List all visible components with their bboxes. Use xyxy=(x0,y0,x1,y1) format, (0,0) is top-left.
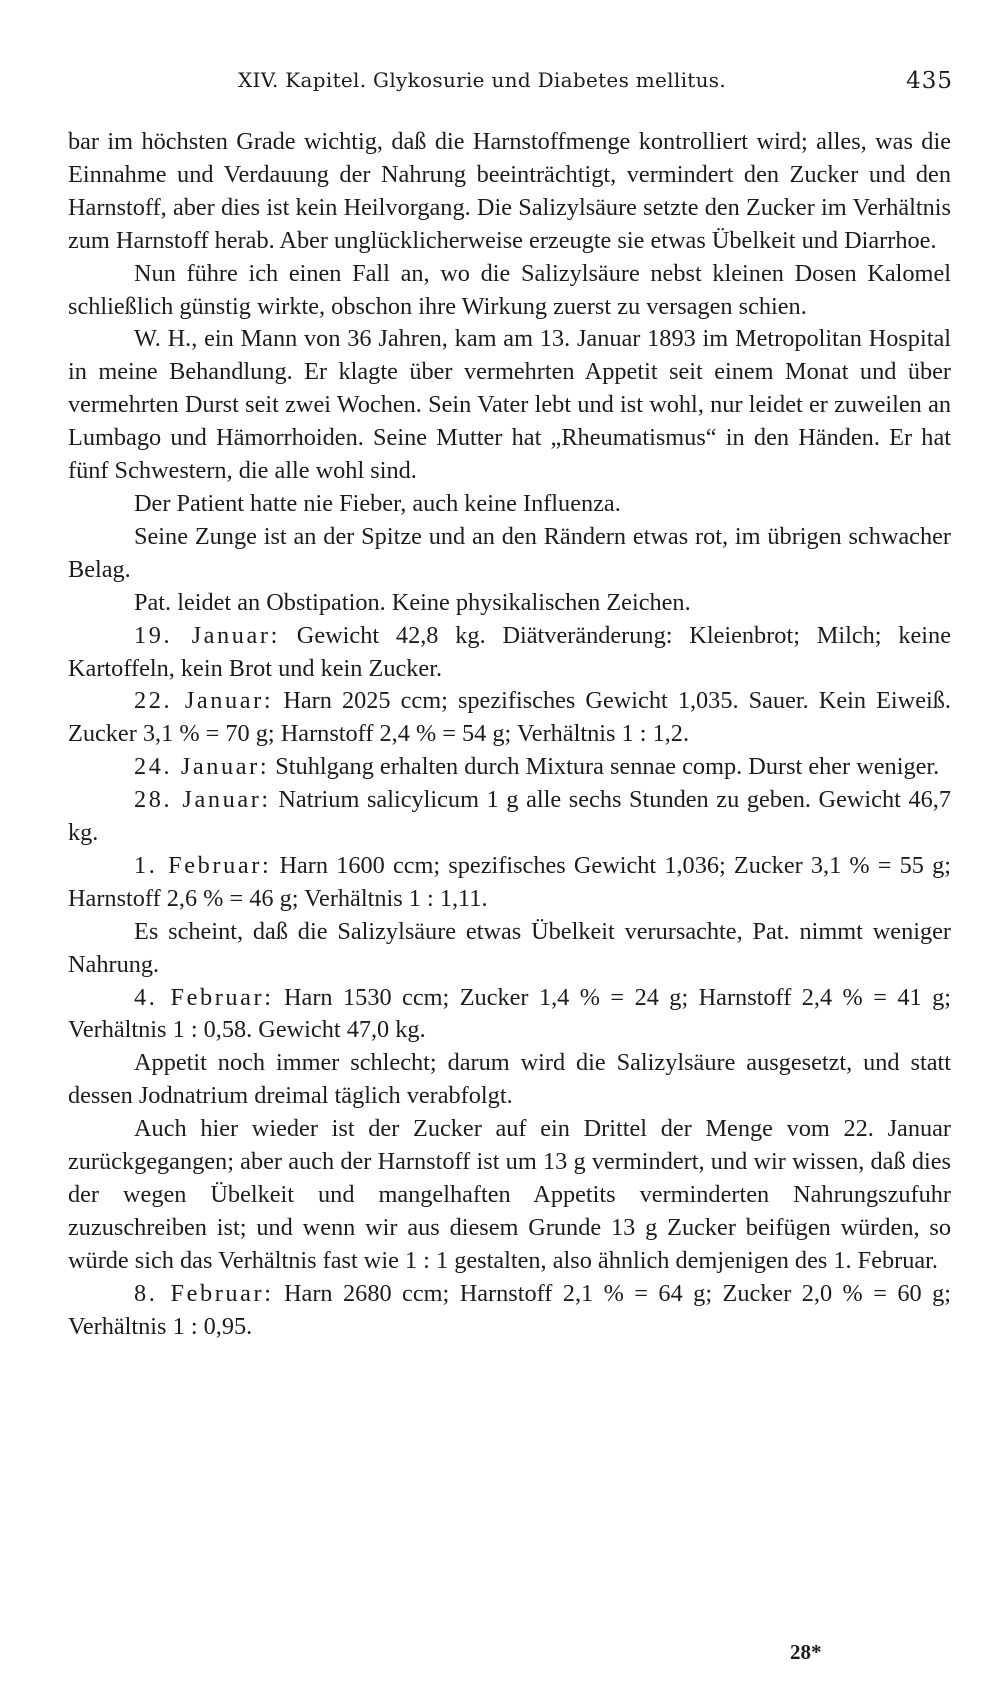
paragraph: Es scheint, daß die Salizylsäure etwas Übelkeit verursachte, Pat. nimmt weniger Nahrung. xyxy=(68,917,951,978)
entry-text: Stuhlgang erhalten durch Mixtura sennae comp. Durst eher weniger. xyxy=(275,753,940,781)
entry-text: Harn 2025 ccm; spezifisches Gewicht 1,035. Sauer. Kein Eiweiß. Zucker 3,1 % = 70 g; Harnstoff 2,4 % = 54 g; Verhältnis 1 : 1,2. xyxy=(68,687,951,748)
entry-date: 28. Januar: xyxy=(134,786,271,814)
diary-entry xyxy=(68,620,951,686)
paragraph: Appetit noch immer schlecht; darum wird die Salizylsäure ausgesetzt, und statt dessen Jodnatrium dreimal täglich verabfolgt. xyxy=(68,1049,951,1110)
entry-date: 19. Januar: xyxy=(134,621,280,649)
sheet-signature: 28* xyxy=(790,1640,822,1664)
entry-date: 8. Februar: xyxy=(134,1279,274,1307)
diary-entry xyxy=(68,751,951,784)
paragraph: W. H., ein Mann von 36 Jahren, kam am 13. Januar 1893 im Metropolitan Hospital in meine Behandlung. Er klagte über vermehrten Appetit seit einem Monat und über vermehrten Durst seit zwei Wochen. Sein Vater lebt und ist wohl, nur leidet er zuweilen an Lumbago und Hämorrhoiden. Seine Mutter hat „Rheumatismus“ in den Händen. Er hat fünf Schwestern, die alle wohl sind. xyxy=(68,325,951,485)
paragraph: Der Patient hatte nie Fieber, auch keine Influenza. xyxy=(134,489,621,517)
paragraph: Auch hier wieder ist der Zucker auf ein Drittel der Menge vom 22. Januar zurückgegangen; aber auch der Harnstoff ist um 13 g vermindert, und wir wissen, daß dies der wegen Übelkeit und mangelhaften Appetits verminderten Nahrungszufuhr zuzuschreiben ist; und wenn wir aus diesem Grunde 13 g Zucker beifügen würden, so würde sich das Verhältnis fast wie 1 : 1 gestalten, also ähnlich demjenigen des 1. Februar. xyxy=(68,1115,951,1274)
diary-entry xyxy=(68,982,951,1048)
page-number: 435 xyxy=(906,68,953,94)
entry-text: Harn 1530 ccm; Zucker 1,4 % = 24 g; Harnstoff 2,4 % = 41 g; Verhältnis 1 : 0,58. Gewicht 47,0 kg. xyxy=(68,983,951,1044)
entry-date: 4. Februar: xyxy=(134,983,274,1011)
entry-date: 1. Februar: xyxy=(134,851,272,879)
entry-text: Natrium salicylicum 1 g alle sechs Stunden zu geben. Gewicht 46,7 kg. xyxy=(68,786,951,847)
paragraph: Pat. leidet an Obstipation. Keine physikalischen Zeichen. xyxy=(134,588,691,616)
diary-entry xyxy=(68,685,951,751)
entry-date: 24. Januar: xyxy=(134,753,270,781)
diary-entry xyxy=(68,850,951,916)
diary-entry xyxy=(68,784,951,850)
entry-text: Harn 2680 ccm; Harnstoff 2,1 % = 64 g; Zucker 2,0 % = 60 g; Verhältnis 1 : 0,95. xyxy=(68,1279,951,1340)
running-header xyxy=(238,68,953,98)
page-body xyxy=(68,126,951,1344)
paragraph: Seine Zunge ist an der Spitze und an den Rändern etwas rot, im übrigen schwacher Belag. xyxy=(68,522,951,583)
paragraph: Nun führe ich einen Fall an, wo die Salizylsäure nebst kleinen Dosen Kalomel schließlich günstig wirkte, obschon ihre Wirkung zuerst zu versagen schien. xyxy=(68,259,951,320)
diary-entry xyxy=(68,1278,951,1344)
entry-text: Gewicht 42,8 kg. Diätveränderung: Kleienbrot; Milch; keine Kartoffeln, kein Brot und kein Zucker. xyxy=(68,621,951,682)
paragraph: bar im höchsten Grade wichtig, daß die Harnstoffmenge kontrolliert wird; alles, was die Einnahme und Verdauung der Nahrung beeinträchtigt, vermindert den Zucker und den Harnstoff, aber dies ist kein Heilvorgang. Die Salizylsäure setzte den Zucker im Verhältnis zum Harnstoff herab. Aber unglücklicherweise erzeugte sie etwas Übelkeit und Diarrhoe. xyxy=(68,128,951,254)
running-title: XIV. Kapitel. Glykosurie und Diabetes mellitus. xyxy=(238,68,727,92)
entry-text: Harn 1600 ccm; spezifisches Gewicht 1,036; Zucker 3,1 % = 55 g; Harnstoff 2,6 % = 46 g; Verhältnis 1 : 1,11. xyxy=(68,851,952,912)
entry-date: 22. Januar: xyxy=(134,687,274,715)
